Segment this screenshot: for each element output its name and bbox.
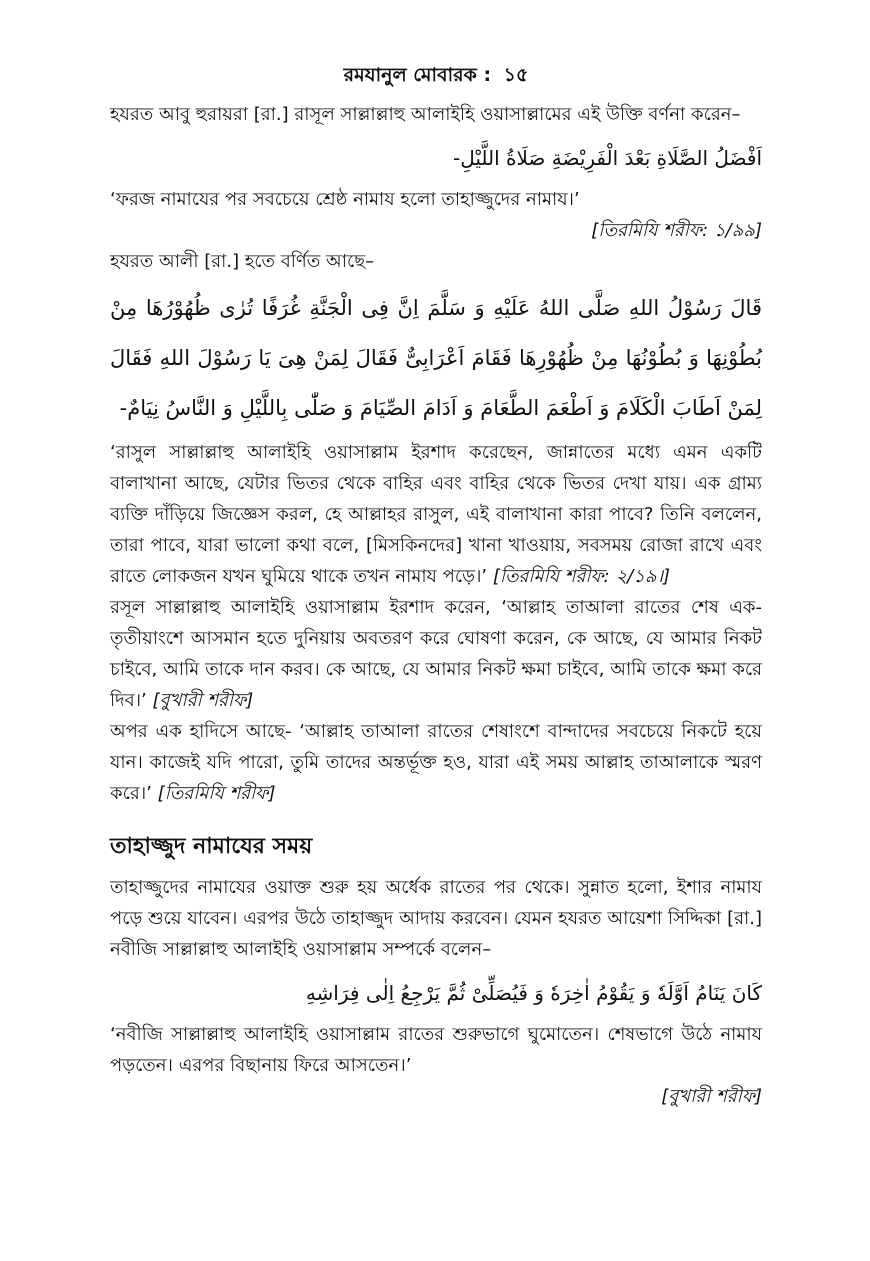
- hadith-paragraph-1-text: রসূল সাল্লাল্লাহু আলাইহি ওয়াসাল্লাম ইরশাদ করেন, ‘আল্লাহ তাআলা রাতের শেষ এক-তৃতীয়াংশে আসমান হতে দুনিয়ায় অবতরণ করে ঘোষণা করেন, কে আছে, যে আমার নিকট চাইবে, আমি তাকে দান করব। কে আছে, যে আমার নিকট ক্ষমা চাইবে, আমি তাকে ক্ষমা করে দিব।’: [110, 597, 762, 711]
- arabic-quote-2: قَالَ رَسُوْلُ اللهِ صَلَّى اللهُ عَلَيْهِ وَ سَلَّمَ اِنَّ فِى الْجَنَّةِ غُرَفًا تُرٰى ظُهُوْرُهَا مِنْ بُطُوْنِهَا وَ بُطُوْنُهَا مِنْ ظُهُوْرِهَا فَقَامَ اَعْرَابِىٌّ فَقَالَ لِمَنْ هِىَ يَا رَسُوْلَ اللهِ فَقَالَ لِمَنْ اَطَابَ الْكَلَامَ وَ اَطْعَمَ الطَّعَامَ وَ اَدَامَ الصِّيَامَ وَ صَلّٰى بِاللَّيْلِ وَ النَّاسُ نِيَامٌ-: [110, 296, 762, 420]
- citation-4: [তিরমিযি শরীফ]: [157, 783, 276, 804]
- citation-3: [বুখারী শরীফ]: [152, 690, 254, 711]
- tahajjud-time-paragraph: তাহাজ্জুদের নামাযের ওয়াক্ত শুরু হয় অর্ধেক রাতের পর থেকে। সুন্নাত হলো, ইশার নামায পড়ে শুয়ে যাবেন। এরপর উঠে তাহাজ্জুদ আদায় করবেন। যেমন হযরত আয়েশা সিদ্দিকা [রা.] নবীজি সাল্লাল্লাহু আলাইহি ওয়াসাল্লাম সম্পর্কে বলেন–: [110, 877, 762, 960]
- citation-2: [তিরমিযি শরীফ: ২/১৯।]: [492, 566, 671, 587]
- page-header: রমযানুল মোবারক : ১৫: [343, 64, 529, 86]
- translation-2: [110, 437, 762, 592]
- hadith-paragraph-2: [110, 716, 762, 809]
- arabic-quote-1: اَفْضَلُ الصَّلَاةِ بَعْدَ الْفَرِيْضَةِ صَلَاةُ اللَّيْلِ-: [452, 146, 762, 170]
- hadith-paragraph-1: [110, 592, 762, 716]
- paragraph-intro-ali: হযরত আলী [রা.] হতে বর্ণিত আছে–: [110, 251, 375, 272]
- hadith-paragraph-2-text: অপর এক হাদিসে আছে- ‘আল্লাহ তাআলা রাতের শেষাংশে বান্দাদের সবচেয়ে নিকটে হয়ে যান। কাজেই যদি পারো, তুমি তাদের অন্তর্ভূক্ত হও, যারা এই সময় আল্লাহ তাআলাকে স্মরণ করে।’: [110, 721, 762, 804]
- book-page: [110, 60, 762, 1112]
- translation-2-text: ‘রাসুল সাল্লাল্লাহু আলাইহি ওয়াসাল্লাম ইরশাদ করেছেন, জান্নাতের মধ্যে এমন একটি বালাখানা আছে, যেটার ভিতর থেকে বাহির এবং বাহির থেকে ভিতর দেখা যায়। এক গ্রাম্য ব্যক্তি দাঁড়িয়ে জিজ্ঞেস করল, হে আল্লাহর রাসুল, এই বালাখানা কারা পাবে? তিনি বললেন, তারা পাবে, যারা ভালো কথা বলে, [মিসকিনদের] খানা খাওয়ায়, সবসময় রোজা রাখে এবং রাতে লোকজন যখন ঘুমিয়ে থাকে তখন নামায পড়ে।’: [110, 442, 762, 587]
- translation-3: ‘নবীজি সাল্লাল্লাহু আলাইহি ওয়াসাল্লাম রাতের শুরুভাগে ঘুমোতেন। শেষভাগে উঠে নামায পড়তেন। এরপর বিছানায় ফিরে আসতেন।’: [110, 1024, 762, 1076]
- section-heading: তাহাজ্জুদ নামাযের সময়: [110, 834, 313, 859]
- citation-5: [বুখারী শরীফ]: [661, 1086, 762, 1107]
- translation-1: ‘ফরজ নামাযের পর সবচেয়ে শ্রেষ্ঠ নামায হলো তাহাজ্জুদের নামায।’: [110, 189, 580, 210]
- page-number: ১৫: [503, 64, 529, 86]
- book-title: রমযানুল মোবারক: [343, 64, 477, 86]
- arabic-quote-3: كَانَ يَنَامُ اَوَّلَهٗ وَ يَقُوْمُ اٰخِرَهٗ وَ فَيُصَلِّىْ ثُمَّ يَرْجِعُ اِلٰى فِرَاشِهِ: [305, 981, 762, 1005]
- citation-1: [তিরমিযি শরীফ: ১/৯৯]: [591, 220, 762, 241]
- paragraph-intro-abu-hurayra: হযরত আবু হুরায়রা [রা.] রাসূল সাল্লাল্লাহু আলাইহি ওয়াসাল্লামের এই উক্তি বর্ণনা করেন–: [110, 104, 741, 125]
